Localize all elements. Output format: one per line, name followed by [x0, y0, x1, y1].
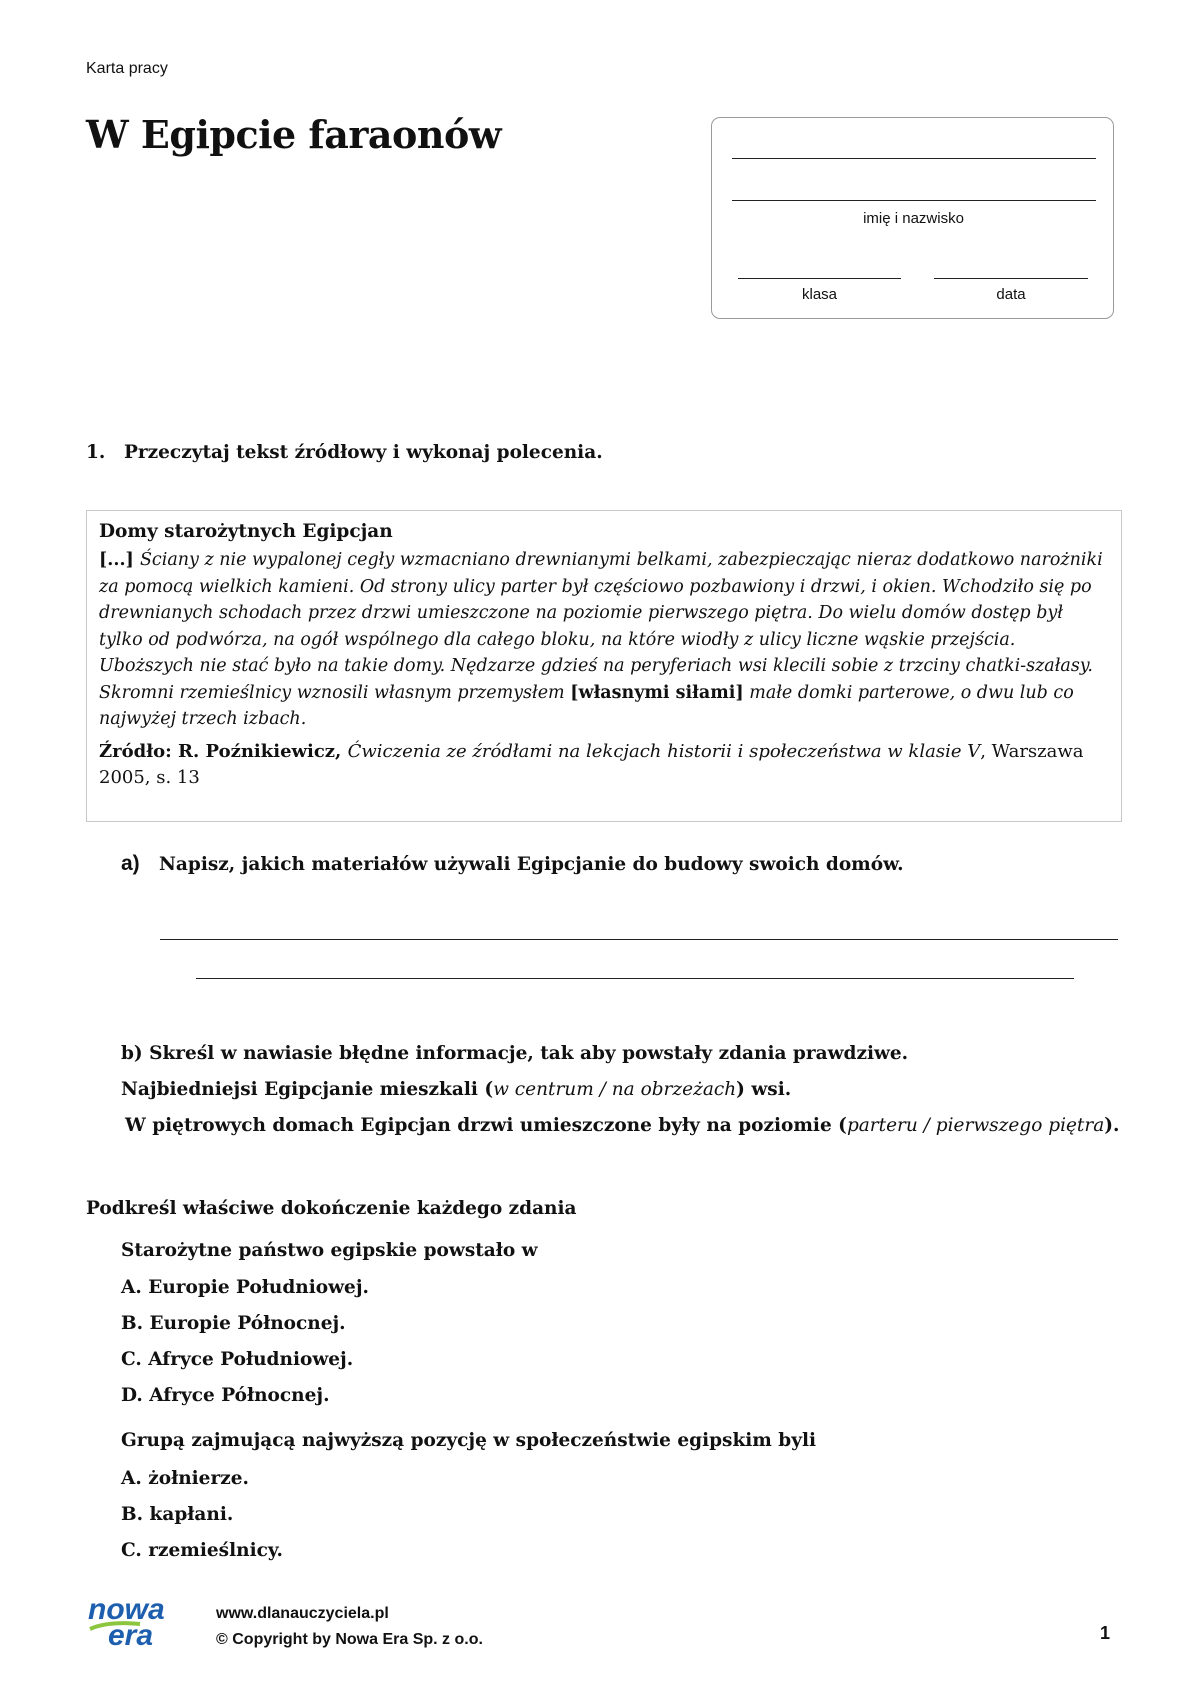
- name-label: imię i nazwisko: [863, 210, 964, 227]
- question-2-option-a[interactable]: A. żołnierze.: [121, 1468, 249, 1489]
- source-bracket-note: [własnymi siłami]: [570, 682, 744, 703]
- task-2-instruction: Podkreśl właściwe dokończenie każdego zdania: [86, 1198, 577, 1219]
- date-label: data: [996, 286, 1026, 303]
- task-a: [121, 852, 904, 876]
- task-1-text: Przeczytaj tekst źródłowy i wykonaj polecenia.: [124, 442, 603, 463]
- source-text-box: [86, 510, 1122, 822]
- task-b-instruction: b) Skreśl w nawiasie błędne informacje, tak aby powstały zdania prawdziwe.: [121, 1043, 909, 1064]
- task-b-sentence-2: W piętrowych domach Egipcjan drzwi umieszczone były na poziomie (parteru / pierwszego piętra).: [125, 1115, 1120, 1136]
- footer-copyright: © Copyright by Nowa Era Sp. z o.o.: [216, 1631, 483, 1648]
- question-2-option-c[interactable]: C. rzemieślnicy.: [121, 1540, 283, 1561]
- source-paragraph-1: [...] Ściany z nie wypalonej cegły wzmacniano drewnianymi belkami, zabezpieczając nieraz dodatkowo narożniki za pomocą wielkich kamieni. Od strony ulicy parter był częściowo pozbawiony i drzwi, i okien. Wchodziło się po drewnianych schodach przez drzwi umieszczone na poziomie pierwszego piętra. Do wielu domów dostęp był tylko od podwórza, na ogół wspólnego dla całego bloku, na które wiodły z ulicy liczne wąskie przejścia.: [99, 550, 1103, 650]
- task-b-options-1[interactable]: w centrum / na obrzeżach: [493, 1079, 737, 1100]
- class-line[interactable]: [738, 278, 901, 279]
- source-credit: Źródło: R. Poźnikiewicz, Ćwiczenia ze źródłami na lekcjach historii i społeczeństwa w klasie V, Warszawa 2005, s. 13: [99, 740, 1084, 788]
- nowa-era-logo: [86, 1591, 182, 1651]
- date-line[interactable]: [934, 278, 1088, 279]
- task-b-options-2[interactable]: parteru / pierwszego piętra: [846, 1115, 1105, 1136]
- task-1-number: 1.: [86, 442, 106, 463]
- question-1-option-a[interactable]: A. Europie Południowej.: [121, 1277, 369, 1298]
- question-1-option-c[interactable]: C. Afryce Południowej.: [121, 1349, 354, 1370]
- question-1-stem: Starożytne państwo egipskie powstało w: [121, 1240, 538, 1261]
- footer-info: [216, 1601, 483, 1653]
- question-1-option-d[interactable]: D. Afryce Północnej.: [121, 1385, 330, 1406]
- task-1-instruction: [86, 442, 603, 463]
- class-label: klasa: [801, 286, 838, 303]
- source-paragraph-2: Uboższych nie stać było na takie domy. Nędzarze gdzieś na peryferiach wsi klecili sobie z trzciny chatki-szałasy. Skromni rzemieślnicy wznosili własnym przemysłem [własnymi siłami] małe domki parterowe, o dwu lub co najwyżej trzech izbach.: [99, 656, 1093, 729]
- task-b-sentence-1: Najbiedniejsi Egipcjanie mieszkali (w centrum / na obrzeżach) wsi.: [121, 1079, 792, 1100]
- answer-line-1[interactable]: [160, 939, 1118, 940]
- task-a-letter: a): [121, 852, 140, 875]
- footer-url[interactable]: www.dlanauczyciela.pl: [216, 1605, 389, 1622]
- source-title: Domy starożytnych Egipcjan: [99, 521, 393, 542]
- name-line-1[interactable]: [732, 158, 1096, 159]
- logo-text-era: era: [108, 1619, 154, 1651]
- source-ellipsis: [...]: [99, 550, 140, 570]
- worksheet-kicker: Karta pracy: [86, 60, 168, 77]
- question-1-option-b[interactable]: B. Europie Północnej.: [121, 1313, 346, 1334]
- source-book-title: Ćwiczenia ze źródłami na lekcjach historii i społeczeństwa w klasie V: [347, 740, 981, 762]
- task-a-text: Napisz, jakich materiałów używali Egipcjanie do budowy swoich domów.: [159, 854, 904, 875]
- answer-line-2[interactable]: [196, 978, 1074, 979]
- page-title: W Egipcie faraonów: [86, 112, 502, 157]
- logo-text-nowa: nowa: [88, 1593, 165, 1626]
- question-2-stem: Grupą zajmującą najwyższą pozycję w społeczeństwie egipskim byli: [121, 1430, 817, 1451]
- student-info-box: [711, 117, 1114, 319]
- page-number: 1: [1100, 1623, 1111, 1643]
- name-line-2[interactable]: [732, 200, 1096, 201]
- question-2-option-b[interactable]: B. kapłani.: [121, 1504, 234, 1525]
